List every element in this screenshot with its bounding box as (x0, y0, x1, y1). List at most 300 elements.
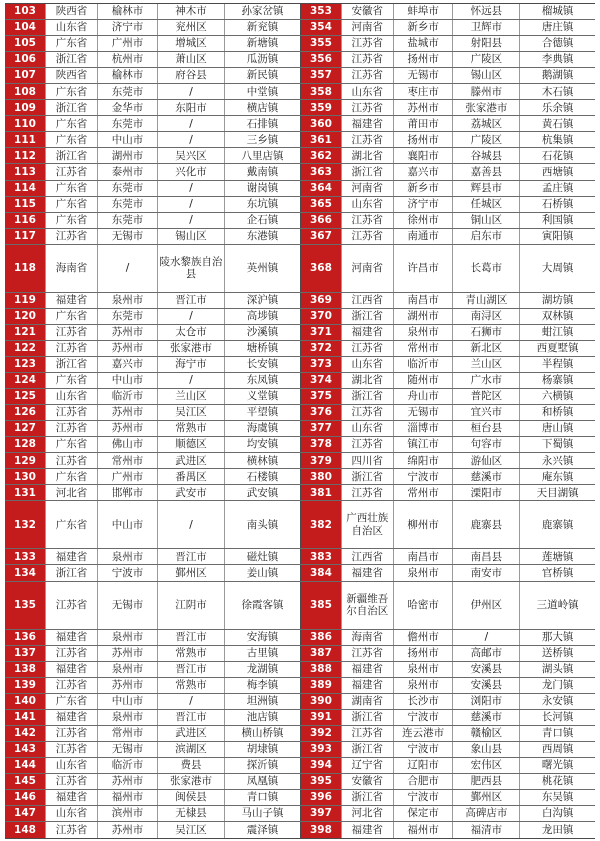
left-entry (5, 100, 300, 115)
town-cell: 八里店镇 (224, 148, 300, 163)
province-cell: 河南省 (341, 20, 393, 35)
right-entry (300, 116, 595, 131)
town-cell: 曙光镇 (519, 758, 595, 773)
province-cell: 福建省 (341, 565, 393, 580)
rank-number: 140 (5, 694, 45, 709)
rank-number: 359 (301, 100, 341, 115)
county-cell: 普陀区 (452, 389, 519, 404)
county-cell: 福清市 (452, 822, 519, 838)
right-entry (300, 293, 595, 308)
rank-number: 113 (5, 164, 45, 179)
town-cell: 安海镇 (224, 630, 300, 645)
rank-number: 110 (5, 116, 45, 131)
rank-number: 117 (5, 229, 45, 244)
province-cell: 浙江省 (341, 790, 393, 805)
town-cell: 半程镇 (519, 357, 595, 372)
city-cell: 杭州市 (97, 52, 157, 67)
town-cell: 西周镇 (519, 742, 595, 757)
right-entry (300, 678, 595, 693)
rank-number: 365 (301, 197, 341, 212)
right-entry (300, 582, 595, 629)
town-cell: 塘桥镇 (224, 341, 300, 356)
province-cell: 山东省 (45, 389, 97, 404)
county-cell: 高碑店市 (452, 806, 519, 821)
table-row (5, 565, 595, 581)
town-cell: 唐庄镇 (519, 20, 595, 35)
table-row (5, 630, 595, 646)
rank-number: 130 (5, 469, 45, 484)
rank-number: 122 (5, 341, 45, 356)
town-cell: 孟庄镇 (519, 181, 595, 196)
town-cell: 姜山镇 (224, 565, 300, 580)
province-cell: 福建省 (341, 116, 393, 131)
rank-number: 394 (301, 758, 341, 773)
county-cell: 安溪县 (452, 678, 519, 693)
county-cell: 晋江市 (157, 662, 224, 677)
province-cell: 江苏省 (45, 726, 97, 741)
city-cell: 泉州市 (393, 662, 453, 677)
table-row (5, 405, 595, 421)
town-cell: 平望镇 (224, 405, 300, 420)
county-cell: 常熟市 (157, 678, 224, 693)
right-entry (300, 357, 595, 372)
right-entry (300, 453, 595, 468)
right-entry (300, 501, 595, 548)
table-row (5, 582, 595, 630)
rank-number: 378 (301, 437, 341, 452)
town-cell: 新民镇 (224, 68, 300, 83)
rank-number: 148 (5, 822, 45, 838)
province-cell: 安徽省 (341, 4, 393, 19)
left-entry (5, 116, 300, 131)
county-cell: 海宁市 (157, 357, 224, 372)
city-cell: 合肥市 (393, 774, 453, 789)
town-cell: 庵东镇 (519, 469, 595, 484)
left-entry (5, 148, 300, 163)
city-cell: 保定市 (393, 806, 453, 821)
left-entry (5, 742, 300, 757)
city-cell: 泉州市 (393, 565, 453, 580)
rank-number: 128 (5, 437, 45, 452)
right-entry (300, 181, 595, 196)
county-cell: 晋江市 (157, 293, 224, 308)
right-entry (300, 229, 595, 244)
left-entry (5, 822, 300, 838)
rank-number: 396 (301, 790, 341, 805)
left-entry (5, 132, 300, 147)
town-cell: 东吴镇 (519, 790, 595, 805)
left-entry (5, 293, 300, 308)
town-cell: 南头镇 (224, 501, 300, 548)
town-cell: 那大镇 (519, 630, 595, 645)
town-cell: 磁灶镇 (224, 549, 300, 564)
province-cell: 广东省 (45, 116, 97, 131)
table-row (5, 68, 595, 84)
rank-number: 377 (301, 421, 341, 436)
right-entry (300, 469, 595, 484)
city-cell: 长沙市 (393, 694, 453, 709)
rank-number: 388 (301, 662, 341, 677)
province-cell: 山东省 (341, 197, 393, 212)
town-cell: 深沪镇 (224, 293, 300, 308)
city-cell: 襄阳市 (393, 148, 453, 163)
right-entry (300, 549, 595, 564)
county-cell: 南安市 (452, 565, 519, 580)
town-cell: 中堂镇 (224, 84, 300, 99)
rank-number: 357 (301, 68, 341, 83)
town-cell: 蚶江镇 (519, 325, 595, 340)
rank-number: 390 (301, 694, 341, 709)
right-entry (300, 213, 595, 228)
province-cell: 江苏省 (341, 726, 393, 741)
province-cell: 山东省 (341, 357, 393, 372)
rank-number: 118 (5, 245, 45, 292)
province-cell: 浙江省 (341, 710, 393, 725)
city-cell: 扬州市 (393, 132, 453, 147)
province-cell: 福建省 (45, 790, 97, 805)
table-row (5, 421, 595, 437)
county-cell: 兴化市 (157, 164, 224, 179)
city-cell: 无锡市 (393, 405, 453, 420)
right-entry (300, 325, 595, 340)
rank-number: 392 (301, 726, 341, 741)
city-cell: 东莞市 (97, 213, 157, 228)
province-cell: 福建省 (341, 822, 393, 838)
rank-number: 103 (5, 4, 45, 19)
county-cell: 武进区 (157, 726, 224, 741)
right-entry (300, 164, 595, 179)
province-cell: 江苏省 (45, 405, 97, 420)
left-entry (5, 20, 300, 35)
table-row (5, 148, 595, 164)
county-cell: 吴江区 (157, 405, 224, 420)
county-cell: 新北区 (452, 341, 519, 356)
right-entry (300, 421, 595, 436)
city-cell: 苏州市 (97, 646, 157, 661)
right-entry (300, 197, 595, 212)
table-row (5, 485, 595, 501)
left-entry (5, 389, 300, 404)
left-entry (5, 694, 300, 709)
city-cell: 东莞市 (97, 84, 157, 99)
town-cell: 西塘镇 (519, 164, 595, 179)
province-cell: 山东省 (341, 421, 393, 436)
province-cell: 福建省 (45, 662, 97, 677)
town-cell: 永安镇 (519, 694, 595, 709)
city-cell: 苏州市 (97, 405, 157, 420)
city-cell: 枣庄市 (393, 84, 453, 99)
left-entry (5, 582, 300, 629)
rank-number: 132 (5, 501, 45, 548)
county-cell: / (157, 132, 224, 147)
rank-number: 387 (301, 646, 341, 661)
left-entry (5, 678, 300, 693)
city-cell: 扬州市 (393, 646, 453, 661)
province-cell: 江苏省 (341, 132, 393, 147)
city-cell: 苏州市 (97, 822, 157, 838)
table-row (5, 694, 595, 710)
town-cell: 下蜀镇 (519, 437, 595, 452)
rank-number: 355 (301, 36, 341, 51)
town-cell: 横林镇 (224, 453, 300, 468)
table-row (5, 389, 595, 405)
county-cell: 铜山区 (452, 213, 519, 228)
county-cell: 游仙区 (452, 453, 519, 468)
right-entry (300, 68, 595, 83)
city-cell: 无锡市 (393, 68, 453, 83)
rank-number: 369 (301, 293, 341, 308)
town-cell: 横山桥镇 (224, 726, 300, 741)
town-cell: 官桥镇 (519, 565, 595, 580)
left-entry (5, 4, 300, 19)
left-entry (5, 357, 300, 372)
rank-number: 368 (301, 245, 341, 292)
town-cell: 均安镇 (224, 437, 300, 452)
county-cell: 广水市 (452, 373, 519, 388)
town-cell: 梅李镇 (224, 678, 300, 693)
city-cell: 临沂市 (97, 389, 157, 404)
town-cell: 英州镇 (224, 245, 300, 292)
right-entry (300, 646, 595, 661)
town-cell: 石花镇 (519, 148, 595, 163)
county-cell: / (157, 181, 224, 196)
city-cell: 广州市 (97, 36, 157, 51)
rank-number: 124 (5, 373, 45, 388)
city-cell: 南通市 (393, 229, 453, 244)
table-row (5, 325, 595, 341)
right-entry (300, 309, 595, 324)
province-cell: 福建省 (45, 293, 97, 308)
town-cell: 龙门镇 (519, 678, 595, 693)
city-cell: 福州市 (393, 822, 453, 838)
rank-number: 366 (301, 213, 341, 228)
table-row (5, 213, 595, 229)
rank-number: 105 (5, 36, 45, 51)
province-cell: 江苏省 (45, 325, 97, 340)
province-cell: 江苏省 (341, 100, 393, 115)
left-entry (5, 646, 300, 661)
county-cell: 射阳县 (452, 36, 519, 51)
province-cell: 浙江省 (45, 148, 97, 163)
rank-number: 112 (5, 148, 45, 163)
rank-number: 135 (5, 582, 45, 629)
rank-number: 385 (301, 582, 341, 629)
province-cell: 广东省 (45, 469, 97, 484)
town-cell: 震泽镇 (224, 822, 300, 838)
rank-number: 106 (5, 52, 45, 67)
county-cell: 南浔区 (452, 309, 519, 324)
town-cell: 湖头镇 (519, 662, 595, 677)
county-cell: 东阳市 (157, 100, 224, 115)
rank-number: 142 (5, 726, 45, 741)
province-cell: 广东省 (45, 501, 97, 548)
county-cell: 浏阳市 (452, 694, 519, 709)
table-row (5, 549, 595, 565)
county-cell: 南昌县 (452, 549, 519, 564)
table-row (5, 678, 595, 694)
left-entry (5, 84, 300, 99)
county-cell: 锡山区 (452, 68, 519, 83)
city-cell: 扬州市 (393, 52, 453, 67)
city-cell: 泉州市 (97, 630, 157, 645)
rank-number: 384 (301, 565, 341, 580)
town-cell: 桃花镇 (519, 774, 595, 789)
town-cell: 孙家岔镇 (224, 4, 300, 19)
city-cell: 广州市 (97, 469, 157, 484)
table-row (5, 710, 595, 726)
town-cell: 池店镇 (224, 710, 300, 725)
city-cell: 济宁市 (97, 20, 157, 35)
rank-number: 141 (5, 710, 45, 725)
city-cell: 新乡市 (393, 20, 453, 35)
right-entry (300, 132, 595, 147)
province-cell: 江西省 (341, 293, 393, 308)
province-cell: 浙江省 (341, 164, 393, 179)
city-cell: 常州市 (97, 453, 157, 468)
province-cell: 山东省 (45, 758, 97, 773)
left-entry (5, 469, 300, 484)
county-cell: 晋江市 (157, 710, 224, 725)
province-cell: 江苏省 (341, 437, 393, 452)
county-cell: 兰山区 (452, 357, 519, 372)
county-cell: 慈溪市 (452, 710, 519, 725)
province-cell: 江苏省 (45, 582, 97, 629)
province-cell: 广东省 (45, 36, 97, 51)
province-cell: 浙江省 (341, 469, 393, 484)
county-cell: / (157, 309, 224, 324)
province-cell: 广东省 (45, 181, 97, 196)
county-cell: / (157, 501, 224, 548)
rank-number: 391 (301, 710, 341, 725)
city-cell: 中山市 (97, 694, 157, 709)
right-entry (300, 565, 595, 580)
county-cell: 江阴市 (157, 582, 224, 629)
table-row (5, 84, 595, 100)
rank-number: 375 (301, 389, 341, 404)
table-row (5, 132, 595, 148)
left-entry (5, 229, 300, 244)
province-cell: 江苏省 (341, 405, 393, 420)
province-cell: 山东省 (341, 84, 393, 99)
town-cell: 高埗镇 (224, 309, 300, 324)
province-cell: 湖南省 (341, 694, 393, 709)
town-cell: 三乡镇 (224, 132, 300, 147)
town-cell: 古里镇 (224, 646, 300, 661)
city-cell: 泉州市 (393, 678, 453, 693)
city-cell: 宁波市 (393, 710, 453, 725)
town-cell: 新兖镇 (224, 20, 300, 35)
right-entry (300, 20, 595, 35)
county-cell: 溧阳市 (452, 485, 519, 500)
city-cell: 泉州市 (97, 549, 157, 564)
rank-number: 107 (5, 68, 45, 83)
rank-number: 358 (301, 84, 341, 99)
left-entry (5, 164, 300, 179)
province-cell: 江苏省 (341, 68, 393, 83)
town-ranking-table (5, 3, 595, 839)
rank-number: 120 (5, 309, 45, 324)
left-entry (5, 565, 300, 580)
rank-number: 364 (301, 181, 341, 196)
town-cell: 东凤镇 (224, 373, 300, 388)
rank-number: 115 (5, 197, 45, 212)
city-cell: 舟山市 (393, 389, 453, 404)
city-cell: 泉州市 (97, 662, 157, 677)
left-entry (5, 373, 300, 388)
right-entry (300, 806, 595, 821)
rank-number: 373 (301, 357, 341, 372)
county-cell: 滨湖区 (157, 742, 224, 757)
left-entry (5, 52, 300, 67)
province-cell: 河北省 (341, 806, 393, 821)
rank-number: 395 (301, 774, 341, 789)
left-entry (5, 806, 300, 821)
left-entry (5, 662, 300, 677)
county-cell: 辉县市 (452, 181, 519, 196)
city-cell: 常州市 (393, 485, 453, 500)
county-cell: 鹿寨县 (452, 501, 519, 548)
county-cell: 张家港市 (157, 341, 224, 356)
town-cell: 乐余镇 (519, 100, 595, 115)
right-entry (300, 758, 595, 773)
rank-number: 398 (301, 822, 341, 838)
city-cell: 嘉兴市 (393, 164, 453, 179)
town-cell: 和桥镇 (519, 405, 595, 420)
province-cell: 江苏省 (45, 421, 97, 436)
left-entry (5, 309, 300, 324)
rank-number: 353 (301, 4, 341, 19)
city-cell: 无锡市 (97, 742, 157, 757)
town-cell: 唐山镇 (519, 421, 595, 436)
province-cell: 江苏省 (45, 229, 97, 244)
province-cell: 广东省 (45, 437, 97, 452)
city-cell: 苏州市 (97, 341, 157, 356)
town-cell: 送桥镇 (519, 646, 595, 661)
town-cell: 榴城镇 (519, 4, 595, 19)
table-row (5, 662, 595, 678)
province-cell: 浙江省 (45, 565, 97, 580)
county-cell: 嘉善县 (452, 164, 519, 179)
table-row (5, 181, 595, 197)
county-cell: 桓台县 (452, 421, 519, 436)
city-cell: 南昌市 (393, 549, 453, 564)
rank-number: 397 (301, 806, 341, 821)
table-row (5, 806, 595, 822)
town-cell: 六横镇 (519, 389, 595, 404)
province-cell: 江苏省 (45, 164, 97, 179)
rank-number: 379 (301, 453, 341, 468)
province-cell: 江苏省 (341, 213, 393, 228)
rank-number: 386 (301, 630, 341, 645)
county-cell: 长葛市 (452, 245, 519, 292)
province-cell: 浙江省 (341, 742, 393, 757)
town-cell: 龙田镇 (519, 822, 595, 838)
province-cell: 广西壮族自治区 (341, 501, 393, 548)
province-cell: 江苏省 (45, 742, 97, 757)
county-cell: / (157, 213, 224, 228)
county-cell: 兖州区 (157, 20, 224, 35)
rank-number: 116 (5, 213, 45, 228)
county-cell: 府谷县 (157, 68, 224, 83)
right-entry (300, 373, 595, 388)
city-cell: 中山市 (97, 373, 157, 388)
county-cell: 宏伟区 (452, 758, 519, 773)
city-cell: 东莞市 (97, 116, 157, 131)
city-cell: 苏州市 (97, 774, 157, 789)
county-cell: 安溪县 (452, 662, 519, 677)
province-cell: 陕西省 (45, 4, 97, 19)
town-cell: 横店镇 (224, 100, 300, 115)
